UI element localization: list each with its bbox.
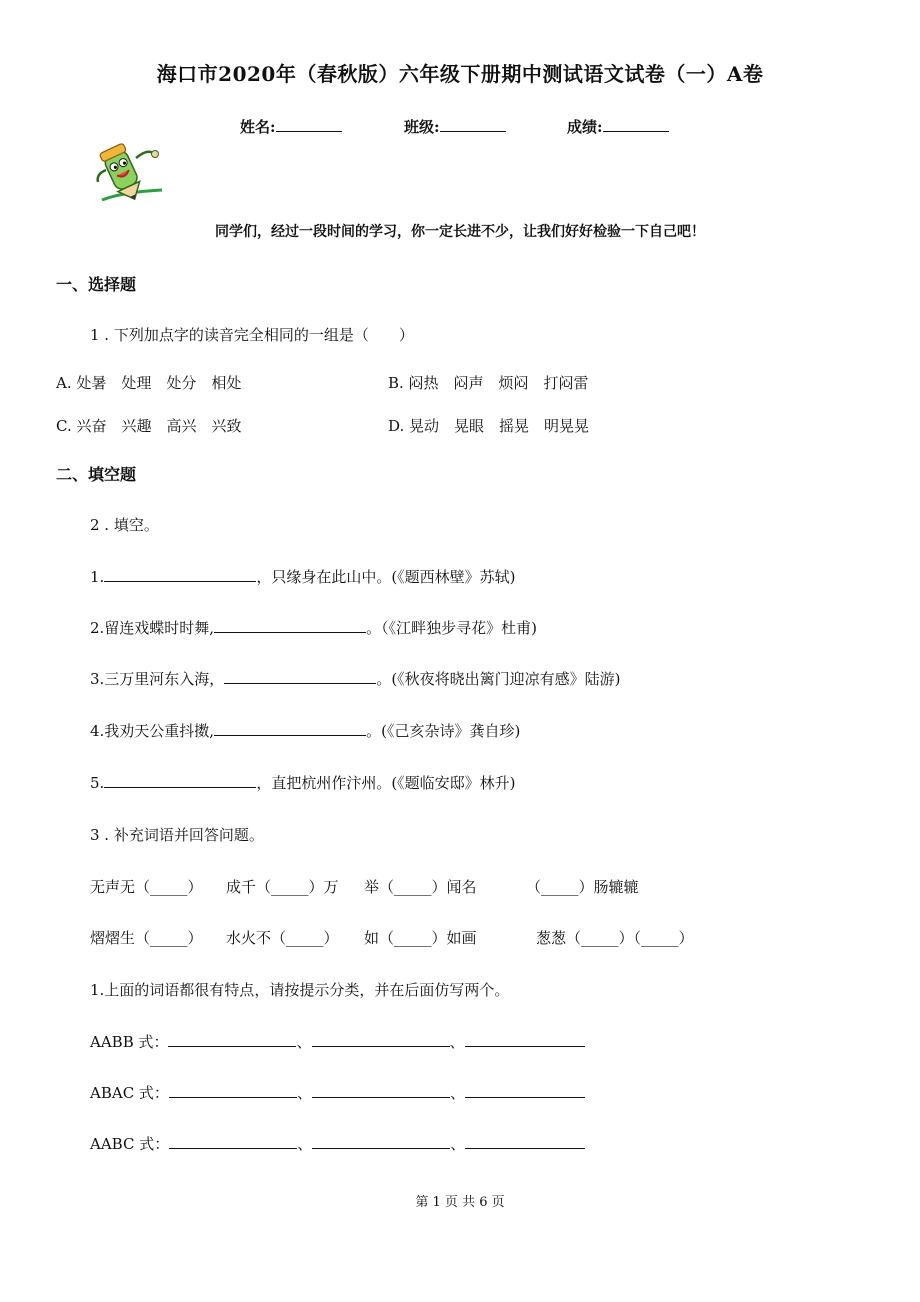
separator: 、 xyxy=(449,1084,465,1102)
fill-item-prefix: 5. xyxy=(90,774,105,792)
answer-blank[interactable] xyxy=(312,1134,450,1149)
question1-stem: 1 . 下列加点字的读音完全相同的一组是（ ） xyxy=(90,326,414,344)
section2-heading: 二、填空题 xyxy=(56,465,137,484)
pattern-row-aabb xyxy=(90,1031,585,1052)
pattern-row-aabc xyxy=(90,1133,585,1154)
answer-blank[interactable] xyxy=(465,1134,585,1149)
idiom-blank-4[interactable]: （_____）肠辘辘 xyxy=(526,878,639,896)
fill-item-prefix: 2.留连戏蝶时时舞, xyxy=(90,619,215,637)
answer-blank[interactable] xyxy=(465,1083,585,1098)
fill-item-prefix: 4.我劝天公重抖擞, xyxy=(90,722,215,740)
class-field[interactable] xyxy=(404,116,506,137)
q1-option-d[interactable]: D. 晃动 晃眼 摇晃 明晃晃 xyxy=(388,417,590,435)
greeting-text: 同学们，经过一段时间的学习，你一定长进不少，让我们好好检验一下自己吧！ xyxy=(215,224,705,240)
separator: 、 xyxy=(296,1084,312,1102)
idiom-blank-6[interactable]: 水火不（_____） xyxy=(226,929,339,947)
idiom-blank-1[interactable]: 无声无（_____） xyxy=(90,878,203,896)
fill-blank[interactable] xyxy=(214,721,366,736)
idiom-blank-8[interactable]: 葱葱（_____）（_____） xyxy=(536,929,694,947)
pattern-row-abac xyxy=(90,1082,585,1103)
fill-blank[interactable] xyxy=(104,773,256,788)
fill-item-4 xyxy=(90,720,520,741)
student-name-field[interactable] xyxy=(240,116,342,137)
q1-option-c[interactable]: C. 兴奋 兴趣 高兴 兴致 xyxy=(56,417,242,435)
separator: 、 xyxy=(450,1135,466,1153)
fill-blank[interactable] xyxy=(214,618,366,633)
fill-item-3 xyxy=(90,668,621,689)
name-blank[interactable] xyxy=(276,117,342,132)
section1-heading: 一、选择题 xyxy=(56,275,137,294)
idiom-blank-5[interactable]: 熠熠生（_____） xyxy=(90,929,203,947)
separator: 、 xyxy=(449,1033,465,1051)
pattern-label: AABC 式： xyxy=(90,1135,170,1153)
question2-stem: 2 . 填空。 xyxy=(90,516,159,534)
pencil-mascot-icon xyxy=(92,142,168,204)
fill-blank[interactable] xyxy=(224,669,376,684)
score-field[interactable] xyxy=(567,116,669,137)
fill-item-prefix: 3.三万里河东入海， xyxy=(90,670,225,688)
score-blank[interactable] xyxy=(603,117,669,132)
fill-blank[interactable] xyxy=(104,567,256,582)
fill-item-suffix: ，只缘身在此山中。(《题西林壁》苏轼) xyxy=(256,568,516,586)
idiom-blank-2[interactable]: 成千（_____）万 xyxy=(226,878,339,896)
fill-item-prefix: 1. xyxy=(90,568,105,586)
fill-item-suffix: ，直把杭州作汴州。(《题临安邸》林升) xyxy=(256,774,516,792)
page-footer: 第 1 页 共 6 页 xyxy=(415,1195,505,1210)
fill-item-5 xyxy=(90,772,516,793)
idiom-blank-7[interactable]: 如（_____）如画 xyxy=(364,929,477,947)
pattern-label: ABAC 式： xyxy=(90,1084,169,1102)
separator: 、 xyxy=(297,1135,313,1153)
class-label: 班级: xyxy=(404,118,440,136)
fill-item-suffix: 。（《江畔独步寻花》杜甫) xyxy=(366,619,537,637)
answer-blank[interactable] xyxy=(169,1134,297,1149)
q1-option-b[interactable]: B. 闷热 闷声 烦闷 打闷雷 xyxy=(388,374,589,392)
answer-blank[interactable] xyxy=(465,1032,585,1047)
q1-option-a[interactable]: A. 处暑 处理 处分 相处 xyxy=(56,374,242,392)
answer-blank[interactable] xyxy=(312,1083,450,1098)
fill-item-suffix: 。(《己亥杂诗》龚自珍) xyxy=(366,722,521,740)
pattern-label: AABB 式： xyxy=(90,1033,169,1051)
exam-title: 海口市2020年（春秋版）六年级下册期中测试语文试卷（一）A卷 xyxy=(156,62,764,86)
fill-item-suffix: 。(《秋夜将晓出篱门迎凉有感》陆游) xyxy=(376,670,621,688)
score-label: 成绩: xyxy=(567,118,603,136)
answer-blank[interactable] xyxy=(169,1083,297,1098)
question3-sub1: 1.上面的词语都很有特点，请按提示分类，并在后面仿写两个。 xyxy=(90,981,510,999)
answer-blank[interactable] xyxy=(168,1032,296,1047)
idiom-blank-3[interactable]: 举（_____）闻名 xyxy=(364,878,477,896)
fill-item-1 xyxy=(90,566,516,587)
question3-stem: 3 . 补充词语并回答问题。 xyxy=(90,826,264,844)
separator: 、 xyxy=(296,1033,312,1051)
fill-item-2 xyxy=(90,617,537,638)
class-blank[interactable] xyxy=(440,117,506,132)
answer-blank[interactable] xyxy=(312,1032,450,1047)
name-label: 姓名: xyxy=(240,118,276,136)
